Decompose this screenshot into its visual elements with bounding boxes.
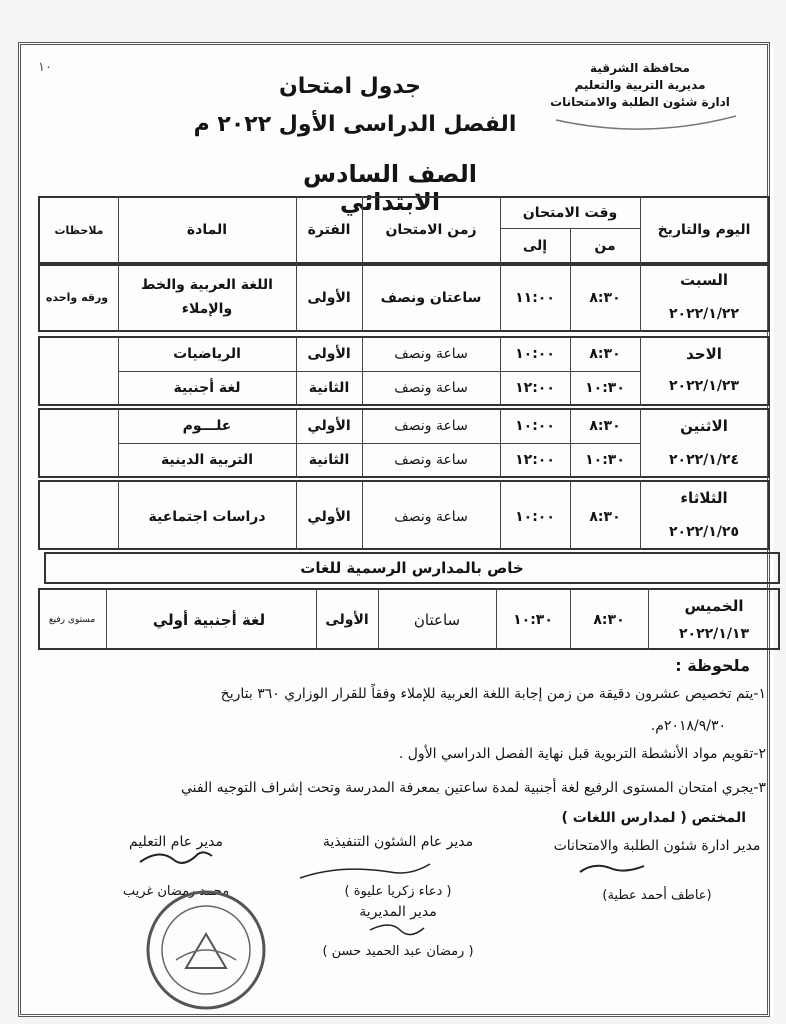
day-date: ٢٠٢٢/١/٢٣	[668, 378, 740, 394]
time-to: ١٢:٠٠	[515, 380, 555, 396]
time-from: ٨:٣٠	[589, 418, 621, 434]
day-date: ٢٠٢٢/١/٢٥	[668, 524, 740, 540]
exam-subject: التربية الدينية	[160, 452, 254, 468]
title-line-1: جدول امتحان	[278, 74, 422, 99]
exam-period: الأولى	[325, 612, 369, 628]
header-to: إلى	[522, 238, 548, 254]
note-2: ٢-تقويم مواد الأنشطة التربوية قبل نهاية الفصل الدراسي الأول .	[398, 746, 766, 762]
exam-subject: اللغة العربية والخط والإملاء	[141, 277, 273, 317]
note-3: ٣-يجري امتحان المستوى الرفيع لغة أجنبية لمدة ساعتين بمعرفة المدرسة وتحت إشراف التوجيه الفني	[181, 780, 766, 796]
row-note: مستوى رفيع	[48, 615, 96, 625]
day-date: ٢٠٢٢/١/٢٤	[668, 452, 740, 468]
day-date: ٢٠٢٢/١/٢٢	[668, 306, 740, 322]
exam-subject: علـــوم	[182, 418, 232, 434]
signatory-title: مدير عام الشئون التنفيذية	[322, 834, 474, 850]
row-note: ورقه واحده	[45, 291, 109, 304]
note-1: ١-يتم تخصيص عشرون دقيقة من زمن إجابة اللغة العربية للإملاء وفقاً للقرار الوزاري ٣٦٠ بتاريخ	[220, 686, 766, 702]
time-to: ١٠:٣٠	[513, 612, 553, 628]
signatory-name: ( دعاء زكريا عليوة )	[344, 884, 452, 899]
time-to: ١٠:٠٠	[515, 346, 555, 362]
exam-duration: ساعة ونصف	[394, 452, 468, 468]
header-notes: ملاحظات	[54, 223, 104, 237]
day-name: الثلاثاء	[680, 489, 728, 507]
notes-heading: ملحوظة :	[675, 656, 750, 675]
time-from: ١٠:٣٠	[585, 380, 625, 396]
exam-subject: لغة أجنبية أولي	[152, 611, 266, 629]
exam-period: الأولى	[307, 346, 351, 362]
day-date: ٢٠٢٢/١/١٣	[678, 626, 750, 642]
day-name: الاثنين	[680, 417, 728, 435]
title-line-2: الفصل الدراسى الأول ٢٠٢٢ م	[193, 112, 517, 137]
exam-period: الأولي	[307, 509, 351, 525]
exam-period: الأولي	[307, 418, 351, 434]
language-schools-banner-text: خاص بالمدارس الرسمية للغات	[300, 559, 524, 577]
header-subject: المادة	[186, 222, 228, 238]
time-from: ٨:٣٠	[589, 290, 621, 306]
exam-duration: ساعتان ونصف	[380, 290, 482, 306]
exam-duration: ساعة ونصف	[394, 380, 468, 396]
header-day: اليوم والتاريخ	[657, 222, 751, 238]
day-name: الخميس	[684, 597, 744, 615]
note-3-cont: المختص ( لمدارس اللغات )	[561, 810, 746, 826]
org-line-1: محافظة الشرقية	[590, 61, 690, 75]
exam-duration: ساعة ونصف	[394, 418, 468, 434]
exam-subject: الرياضيات	[173, 346, 241, 362]
header-exam-time: وقت الامتحان	[522, 205, 618, 221]
exam-period: الثانية	[308, 380, 350, 396]
exam-duration: ساعتان	[413, 611, 461, 629]
signatory-title: مدير عام التعليم	[129, 834, 223, 850]
header-duration: زمن الامتحان	[385, 222, 477, 238]
day-name: الاحد	[686, 345, 722, 363]
note-1-date: ٢٠١٨/٩/٣٠م.	[650, 718, 726, 734]
time-from: ٨:٣٠	[589, 509, 621, 525]
time-to: ١٠:٠٠	[515, 418, 555, 434]
exam-subject: لغة أجنبية	[173, 380, 241, 396]
time-from: ١٠:٣٠	[585, 452, 625, 468]
time-from: ٨:٣٠	[589, 346, 621, 362]
signatory-title: مدير ادارة شئون الطلبة والامتحانات	[553, 838, 761, 854]
time-to: ١١:٠٠	[515, 290, 555, 306]
time-to: ١٠:٠٠	[515, 509, 555, 525]
header-period: الفترة	[307, 222, 351, 238]
exam-period: الأولى	[307, 290, 351, 306]
exam-period: الثانية	[308, 452, 350, 468]
header-stamp-icon	[556, 116, 736, 129]
official-seal-icon	[148, 892, 264, 1008]
header-from: من	[594, 238, 616, 254]
time-from: ٨:٣٠	[593, 612, 625, 628]
signatory-name: محمد رمضان غريب	[122, 884, 230, 899]
org-line-3: ادارة شئون الطلبة والامتحانات	[550, 95, 730, 109]
signatory-title: مدير المديرية	[359, 904, 437, 920]
exam-subject: دراسات اجتماعية	[148, 509, 266, 525]
day-name: السبت	[679, 271, 729, 289]
signatory-name: (عاطف أحمد عطية)	[602, 888, 712, 903]
exam-duration: ساعة ونصف	[394, 346, 468, 362]
signatory-name: ( رمضان عبد الحميد حسن )	[322, 944, 474, 959]
org-line-2: مديرية التربية والتعليم	[574, 78, 706, 92]
exam-duration: ساعة ونصف	[394, 509, 468, 525]
title-grade: الصف السادس الابتدائي	[303, 160, 477, 216]
page-number: ١٠	[38, 60, 52, 75]
time-to: ١٢:٠٠	[515, 452, 555, 468]
